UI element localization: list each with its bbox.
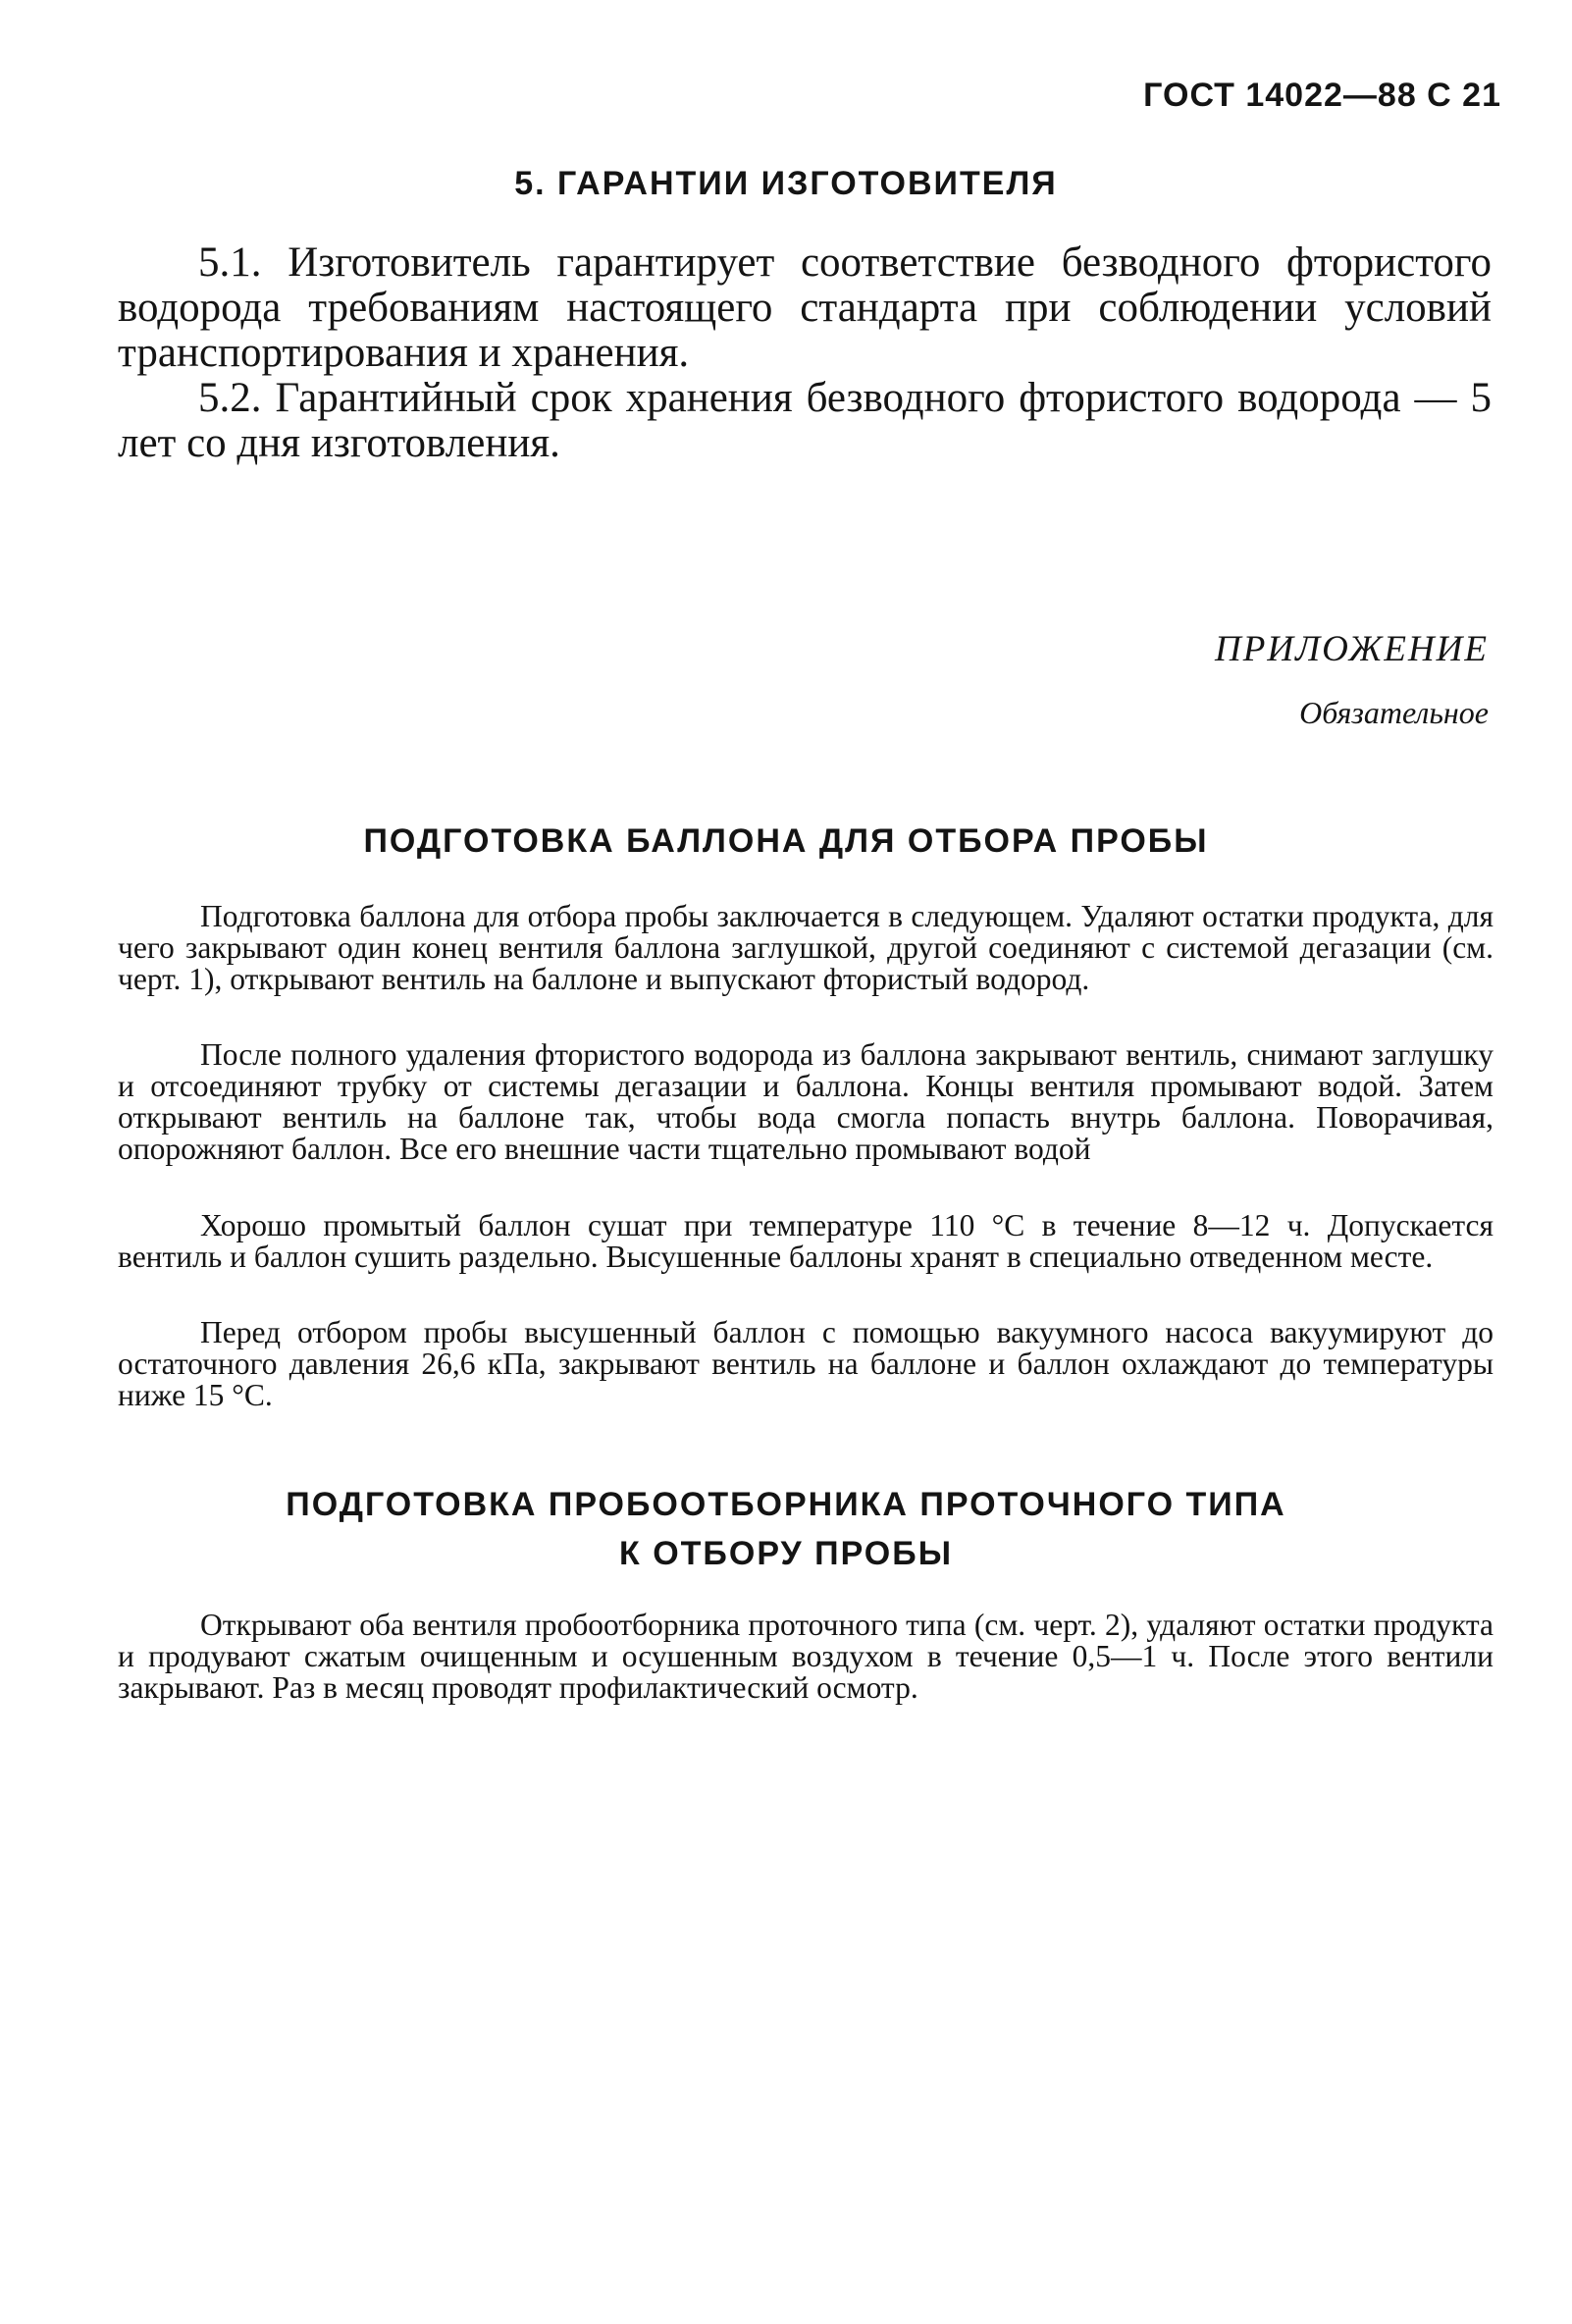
sampler-paragraph-1-text: Открывают оба вентиля пробоотборника проточного типа (см. черт. 2), удаляют остатки продукта и продувают сжатым очищенным и осушенным воздухом в течение 0,5—1 ч. После этого вентили закрывают. Раз в месяц проводят профилактический осмотр. — [118, 1608, 1493, 1705]
appendix-status: Обязательное — [1299, 695, 1489, 730]
paragraph-5-1-text: 5.1. Изготовитель гарантирует соответствие безводного фтористого водорода требованиям настоящего стандарта при соблюдении условий транспортирования и хранения. — [118, 239, 1492, 376]
cylinder-paragraph-4-text: Перед отбором пробы высушенный баллон с помощью вакуумного насоса вакуумируют до остаточного давления 26,6 кПа, закрывают вентиль на баллоне и баллон охлаждают до температуры ниже 15 °С. — [118, 1315, 1493, 1412]
paragraph-5-1 — [118, 240, 1492, 376]
section-5-title: 5. ГАРАНТИИ ИЗГОТОВИТЕЛЯ — [514, 165, 1058, 202]
page-header: ГОСТ 14022—88 С 21 — [1143, 77, 1501, 114]
sampler-title-line-2: К ОТБОРУ ПРОБЫ — [619, 1535, 953, 1572]
appendix-label: ПРИЛОЖЕНИЕ — [1215, 629, 1489, 669]
cylinder-paragraph-4 — [118, 1317, 1493, 1411]
cylinder-paragraph-2-text: После полного удаления фтористого водорода из баллона закрывают вентиль, снимают заглушку и отсоединяют трубку от системы дегазации и баллона. Концы вентиля промывают водой. Затем открывают вентиль на баллоне так, чтобы вода смогла попасть внутрь баллона. Поворачивая, опорожняют баллон. Все его внешние части тщательно промывают водой — [118, 1037, 1493, 1166]
cylinder-paragraph-3-text: Хорошо промытый баллон сушат при температуре 110 °С в течение 8—12 ч. Допускается вентиль и баллон сушить раздельно. Высушенные баллоны хранят в специально отведенном месте. — [118, 1208, 1493, 1274]
sampler-preparation-title — [0, 1480, 1572, 1578]
paragraph-5-2-text: 5.2. Гарантийный срок хранения безводного фтористого водорода — 5 лет со дня изготовления. — [118, 375, 1492, 466]
sampler-paragraph-1 — [118, 1610, 1493, 1704]
cylinder-preparation-title: ПОДГОТОВКА БАЛЛОНА ДЛЯ ОТБОРА ПРОБЫ — [363, 822, 1209, 860]
sampler-title-line-1: ПОДГОТОВКА ПРОБООТБОРНИКА ПРОТОЧНОГО ТИПА — [286, 1486, 1286, 1523]
cylinder-paragraph-1-text: Подготовка баллона для отбора пробы заключается в следующем. Удаляют остатки продукта, для чего закрывают один конец вентиля баллона заглушкой, другой соединяют с системой дегазации (см. черт. 1), открывают вентиль на баллоне и выпускают фтористый водород. — [118, 899, 1493, 996]
paragraph-5-2 — [118, 376, 1492, 466]
cylinder-paragraph-3 — [118, 1210, 1493, 1273]
cylinder-paragraph-1 — [118, 901, 1493, 995]
cylinder-paragraph-2 — [118, 1039, 1493, 1165]
